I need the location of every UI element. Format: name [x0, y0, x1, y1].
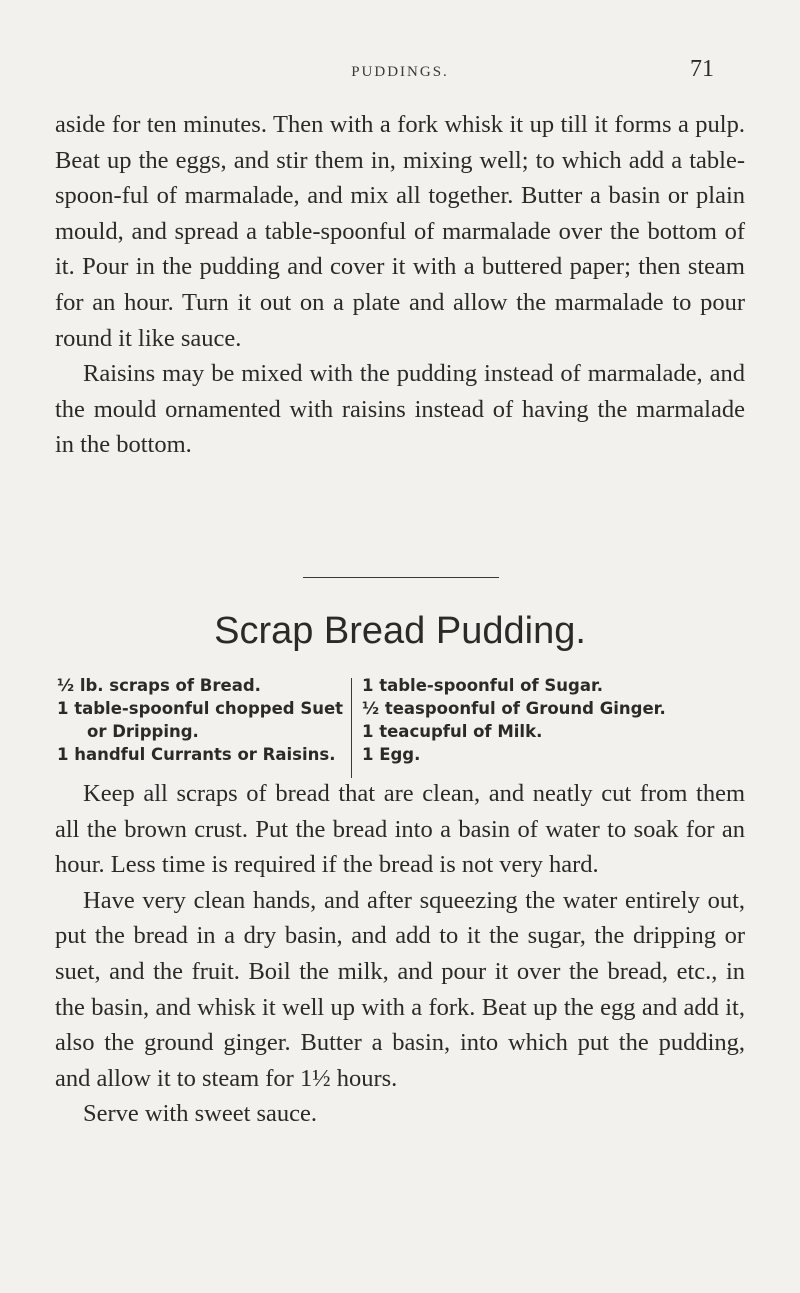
ingredient-item: 1 table-spoonful chopped Suet — [57, 699, 344, 718]
page-number: 71 — [690, 56, 714, 82]
section-divider — [303, 577, 499, 578]
paragraph: Serve with sweet sauce. — [83, 1100, 318, 1128]
paragraph: Raisins may be mixed with the pudding instead of marmalade, and the mould ornamented with raisins instead of having the marmalade in the bottom. — [55, 360, 745, 459]
column-divider — [351, 678, 352, 778]
running-head: PUDDINGS. — [351, 64, 449, 80]
ingredient-item: 1 teacupful of Milk. — [362, 722, 543, 741]
ingredient-item: 1 Egg. — [362, 745, 421, 764]
ingredient-item: or Dripping. — [87, 722, 199, 741]
paragraph: aside for ten minutes. Then with a fork whisk it up till it forms a pulp. Beat up the eggs, and stir them in, mixing well; to which add a table-spoon-ful of marmalade, and mix all together. Butter a basin or plain mould, and spread a table-spoonful of marmalade over the bottom of it. Pour in the pudding and cover it with a buttered paper; then steam for an hour. Turn it out on a plate and allow the marmalade to pour round it like sauce. — [55, 111, 745, 352]
ingredient-item: ½ lb. scraps of Bread. — [57, 676, 261, 695]
ingredients-list — [55, 674, 745, 784]
paragraph: Have very clean hands, and after squeezing the water entirely out, put the bread in a dry basin, and add to it the sugar, the dripping or suet, and the fruit. Boil the milk, and pour it over the bread, etc., in the basin, and whisk it well up with a fork. Beat up the egg and add it, also the ground ginger. Butter a basin, into which put the pudding, and allow it to steam for 1½ hours. — [55, 886, 745, 1092]
ingredient-item: 1 handful Currants or Raisins. — [57, 745, 336, 764]
ingredient-item: ½ teaspoonful of Ground Ginger. — [362, 699, 666, 718]
ingredients-column-left — [57, 674, 347, 766]
recipe-method — [55, 776, 745, 1132]
ingredient-item: 1 table-spoonful of Sugar. — [362, 676, 604, 695]
continued-recipe-text — [55, 107, 745, 463]
paragraph: Keep all scraps of bread that are clean, and neatly cut from them all the brown crust. Put the bread into a basin of water to soak for an hour. Less time is required if the bread is not very hard. — [55, 780, 745, 879]
recipe-title: Scrap Bread Pudding. — [214, 610, 586, 652]
ingredients-column-right — [362, 674, 745, 766]
